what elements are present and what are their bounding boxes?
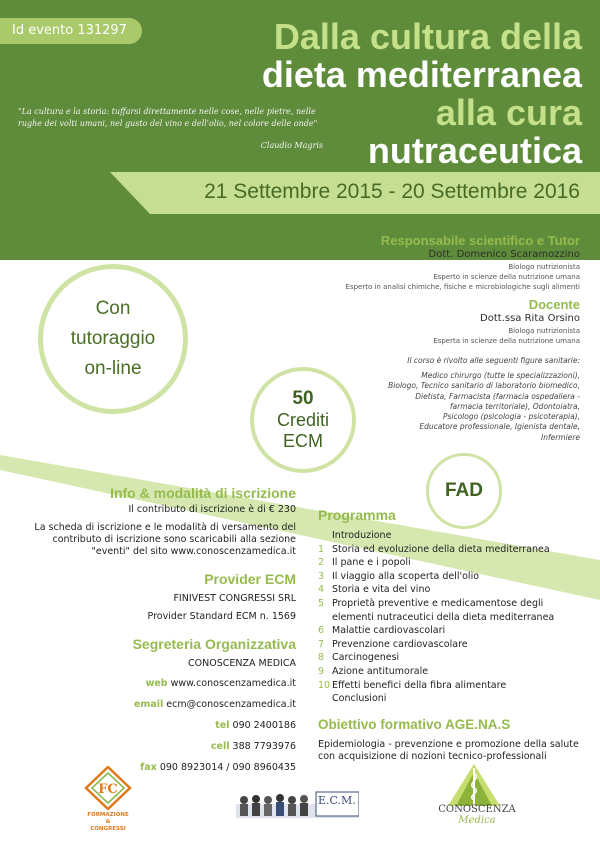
obiettivo-text: Epidemiologia - prevenzione e promozione della salute con acquisizione di nozioni tecnico-professionali	[318, 739, 579, 762]
programma-item	[318, 692, 588, 706]
programma-item-text: elementi nutraceutici della dieta mediterranea	[332, 611, 555, 623]
cell-value: 388 7793976	[232, 741, 296, 752]
title-line-4: nutraceutica	[367, 130, 582, 171]
formazione-congressi-logo	[84, 766, 132, 810]
target-audience-line: Infermiere	[540, 432, 580, 442]
programma-item	[318, 570, 588, 584]
responsabile-heading: Responsabile scientifico e Tutor	[380, 233, 580, 248]
programma-item-number	[318, 611, 332, 625]
target-audience-line: farmacia territoriale), Odontoiatra,	[449, 401, 580, 411]
programma-item-number	[318, 529, 332, 543]
obiettivo-heading: Obiettivo formativo AGE.NA.S	[318, 717, 511, 732]
target-audience-heading: Il corso è rivolto alle seguenti figure sanitarie:	[407, 356, 580, 365]
cm-logo-word: Medica	[458, 815, 496, 826]
programma-item	[318, 665, 588, 679]
info-scheda-line: "eventi" del sito www.conoscenzamedica.it	[91, 546, 296, 557]
programma-item	[318, 651, 588, 665]
programma-item-number: 2	[318, 557, 325, 569]
programma-item-text: Proprietà preventive e medicamentose degli	[332, 597, 544, 609]
segreteria-heading: Segreteria Organizzativa	[132, 636, 296, 652]
docente-heading: Docente	[528, 297, 580, 312]
web-label: web	[145, 678, 168, 689]
responsabile-role: Esperto in scienze della nutrizione umana	[433, 273, 580, 281]
docente-role: Esperta in scienze della nutrizione umana	[433, 337, 580, 345]
crediti-circle	[250, 367, 356, 473]
programma-item-number: 7	[318, 638, 325, 650]
segreteria-fax	[6, 762, 296, 774]
conoscenza-medica-logo-text	[432, 804, 522, 826]
programma-item-text: Storia ed evoluzione della dieta mediterranea	[332, 543, 550, 555]
programma-item-text: Il viaggio alla scoperta dell'olio	[332, 570, 480, 582]
tutoraggio-line: tutoraggio	[70, 328, 156, 349]
target-audience-line: Medico chirurgo (tutte le specializzazioni),	[421, 371, 580, 380]
tel-label: tel	[215, 720, 230, 731]
segreteria-block	[6, 636, 296, 774]
docente-name: Dott.ssa Rita Orsino	[480, 313, 580, 324]
segreteria-cell	[6, 741, 296, 753]
programma-item	[318, 624, 588, 638]
responsabile-role: Biologo nutrizionista	[508, 263, 580, 271]
tutoraggio-circle	[38, 264, 188, 414]
responsabile-name: Dott. Domenico Scaramozzino	[428, 249, 580, 260]
conoscenza-medica-logo	[446, 762, 502, 808]
target-audience-line: Dietista, Farmacista (farmacia ospedaliera -	[415, 391, 580, 401]
programma-item	[318, 543, 588, 557]
caption-line: CONGRESSI	[90, 826, 126, 832]
web-link[interactable]: www.conoscenzamedica.it	[170, 678, 296, 689]
fad-circle: FAD	[426, 453, 502, 529]
target-audience-list	[340, 371, 580, 443]
programma-item-text: Malattie cardiovascolari	[332, 625, 446, 637]
tutoraggio-line: on-line	[84, 358, 142, 379]
programma-item	[318, 556, 588, 570]
programma-item	[318, 583, 588, 597]
provider-name: FINIVEST CONGRESSI SRL	[173, 593, 296, 604]
email-link[interactable]: ecm@conoscenzamedica.it	[166, 699, 296, 710]
programma-item-number: 8	[318, 652, 325, 664]
event-id-badge: Id evento 131297	[0, 18, 142, 44]
email-label: email	[133, 699, 164, 710]
tutoraggio-line: Con	[95, 298, 131, 319]
segreteria-tel	[6, 720, 296, 732]
fax-label: fax	[140, 762, 157, 773]
target-audience-line: Educatore professionale, Igienista dentale,	[419, 422, 580, 432]
crediti-label: Crediti	[276, 410, 329, 430]
programma-item	[318, 529, 588, 543]
programma-item	[318, 597, 588, 611]
crediti-number: 50	[292, 388, 314, 409]
target-audience-line: Psicologo (psicologia - psicoterapia),	[442, 412, 580, 422]
segreteria-web	[6, 678, 296, 690]
programma-item-text: Storia e vita del vino	[332, 584, 431, 596]
programma-item-number: 4	[318, 584, 325, 596]
docente-block	[220, 297, 580, 346]
target-audience-line: Biologo, Tecnico sanitario di laboratorio biomedico,	[388, 381, 580, 391]
title-line-1: Dalla cultura della	[273, 16, 582, 57]
responsabile-role: Esperto in analisi chimiche, fisiche e microbiologiche sugli alimenti	[345, 283, 580, 291]
programma-list	[318, 529, 588, 706]
fax-value: 090 8923014 / 090 8960435	[159, 762, 296, 773]
programma-block	[318, 507, 588, 706]
ecm-logo-text: E.C.M.	[318, 794, 356, 807]
provider-standard: Provider Standard ECM n. 1569	[147, 611, 296, 622]
provider-heading: Provider ECM	[204, 571, 296, 587]
info-scheda-line: La scheda di iscrizione e le modalità di versamento del	[34, 522, 296, 533]
info-block	[6, 485, 296, 558]
programma-item	[318, 611, 588, 625]
programma-item	[318, 638, 588, 652]
programma-item-number: 6	[318, 625, 325, 637]
programma-item-text: Prevenzione cardiovascolare	[332, 638, 468, 650]
programma-heading: Programma	[318, 507, 396, 523]
programma-item-number: 9	[318, 665, 325, 677]
responsabile-block	[220, 233, 580, 292]
programma-item-number: 5	[318, 597, 325, 609]
programma-item-number: 10	[318, 679, 331, 691]
info-contributo: Il contributo di iscrizione è di € 230	[128, 504, 296, 515]
segreteria-email	[6, 699, 296, 711]
cm-logo-word: CONOSCENZA	[438, 804, 516, 815]
title-line-2: dieta mediterranea	[261, 54, 582, 95]
caption-line: &	[105, 819, 111, 825]
programma-item-number: 3	[318, 570, 325, 582]
tel-value: 090 2400186	[232, 720, 296, 731]
quote-author: Claudio Magris	[260, 141, 323, 150]
provider-block	[6, 571, 296, 623]
docente-role: Biologa nutrizionista	[508, 327, 580, 335]
programma-item-text: Azione antitumorale	[332, 665, 429, 677]
programma-item-number: 1	[318, 543, 325, 555]
segreteria-name: CONOSCENZA MEDICA	[188, 658, 296, 669]
title-line-3: alla cura	[435, 92, 582, 133]
info-scheda-line: contributo di iscrizione sono scaricabili alla sezione	[52, 534, 296, 545]
programma-item-number	[318, 692, 332, 706]
programma-item-text: Effetti benefici della fibra alimentare	[332, 679, 507, 691]
course-dates: 21 Settembre 2015 - 20 Settembre 2016	[204, 180, 580, 203]
info-heading: Info & modalità di iscrizione	[110, 485, 296, 501]
fc-logo-letters: FC	[98, 782, 118, 797]
programma-item-text: Introduzione	[332, 530, 392, 541]
formazione-congressi-caption	[80, 812, 136, 833]
quote-text: "La cultura e la storia: tuffarsi direttamente nelle cose, nelle pietre, nelle rughe dei volti umani, nel gusto del vino e dell'olio, nel colore delle onde"	[18, 107, 318, 128]
programma-item-text: Carcinogenesi	[332, 652, 400, 664]
caption-line: FORMAZIONE	[87, 812, 129, 818]
cell-label: cell	[210, 741, 230, 752]
programma-item-text: Conclusioni	[332, 693, 387, 705]
programma-item-text: Il pane e i popoli	[332, 557, 411, 569]
programma-item	[318, 679, 588, 693]
crediti-label: ECM	[283, 431, 323, 451]
